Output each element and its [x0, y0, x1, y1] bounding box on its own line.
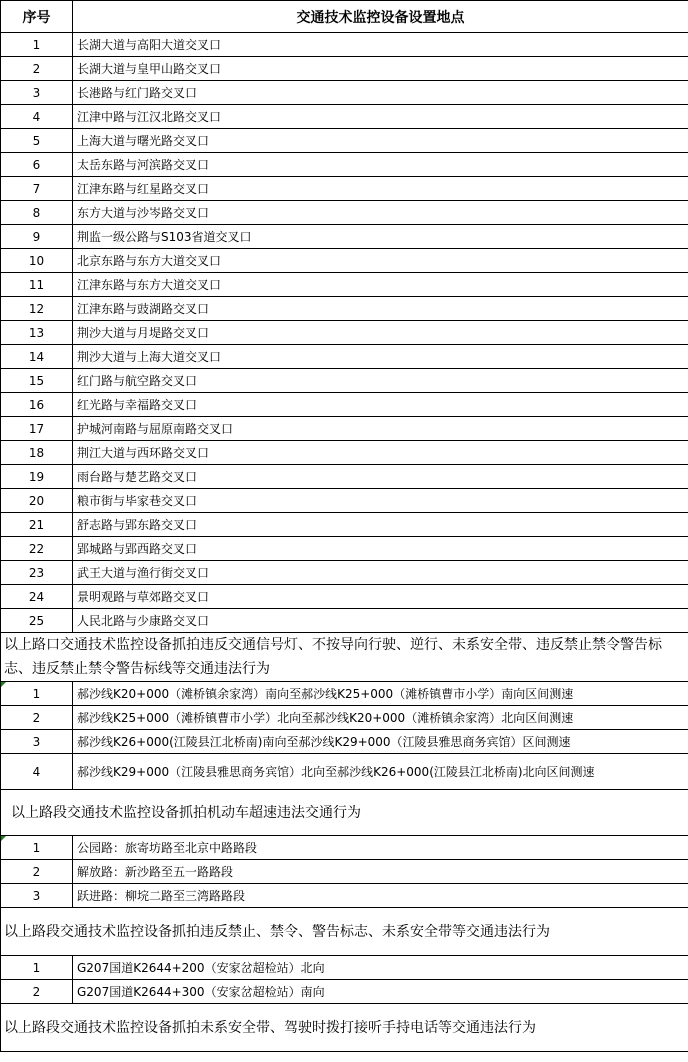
location-cell: 红光路与幸福路交叉口: [73, 393, 688, 417]
serial-number-cell: 3: [1, 884, 73, 908]
location-cell: 红门路与航空路交叉口: [73, 369, 688, 393]
table-row: [1, 706, 688, 730]
serial-number-cell: 2: [1, 980, 73, 1004]
table-row: [1, 465, 688, 489]
location-cell: 江津中路与江汉北路交叉口: [73, 105, 688, 129]
table-row: [1, 682, 688, 706]
location-cell: 荆监一级公路与S103省道交叉口: [73, 225, 688, 249]
location-cell: 江津东路与豉湖路交叉口: [73, 297, 688, 321]
serial-number-cell: 18: [1, 441, 73, 465]
table-row: [1, 297, 688, 321]
location-cell: 江津东路与东方大道交叉口: [73, 273, 688, 297]
serial-number-cell: 23: [1, 561, 73, 585]
section-note: 以上路段交通技术监控设备抓拍机动车超速违法交通行为: [1, 790, 688, 836]
serial-number-cell: 2: [1, 706, 73, 730]
table-row: [1, 537, 688, 561]
table-row: [1, 177, 688, 201]
table-row: [1, 369, 688, 393]
serial-number-cell: 11: [1, 273, 73, 297]
location-cell: 武王大道与渔行街交叉口: [73, 561, 688, 585]
location-cell: 荆江大道与西环路交叉口: [73, 441, 688, 465]
serial-number-cell: 22: [1, 537, 73, 561]
location-cell: 长湖大道与高阳大道交叉口: [73, 33, 688, 57]
serial-number-cell: 15: [1, 369, 73, 393]
serial-number-cell: 20: [1, 489, 73, 513]
serial-number-cell: 10: [1, 249, 73, 273]
section-speed-zones: [1, 682, 688, 836]
section-note-row: [1, 1004, 688, 1052]
serial-number-cell: 1: [1, 956, 73, 980]
table-row: [1, 249, 688, 273]
serial-number-cell: 19: [1, 465, 73, 489]
table-row: [1, 489, 688, 513]
header-serial-number: 序号: [1, 1, 73, 33]
location-cell: 郝沙线K26+000(江陵县江北桥南)南向至郝沙线K29+000（江陵县雅思商务宾馆）区间测速: [73, 730, 688, 754]
table-row: [1, 513, 688, 537]
serial-number-cell: 24: [1, 585, 73, 609]
table-row: [1, 57, 688, 81]
location-cell: G207国道K2644+200（安家岔超检站）北向: [73, 956, 688, 980]
section-note: 以上路段交通技术监控设备抓拍违反禁止、禁令、警告标志、未系安全带等交通违法行为: [1, 908, 688, 956]
serial-number-cell: 2: [1, 860, 73, 884]
table-row: [1, 225, 688, 249]
table-row: [1, 956, 688, 980]
location-cell: 上海大道与曙光路交叉口: [73, 129, 688, 153]
table-row: [1, 609, 688, 633]
table-row: [1, 393, 688, 417]
section-note: 以上路段交通技术监控设备抓拍未系安全带、驾驶时拨打接听手持电话等交通违法行为: [1, 1004, 688, 1052]
table-row: [1, 561, 688, 585]
location-cell: 景明观路与草郊路交叉口: [73, 585, 688, 609]
location-cell: 北京东路与东方大道交叉口: [73, 249, 688, 273]
table-row: [1, 585, 688, 609]
table-row: [1, 33, 688, 57]
serial-number-cell: 9: [1, 225, 73, 249]
section-intersections: [1, 33, 688, 682]
serial-number-cell: 1: [1, 33, 73, 57]
location-cell: 郝沙线K20+000（滩桥镇余家湾）南向至郝沙线K25+000（滩桥镇曹市小学）南向区间测速: [73, 682, 688, 706]
section-note-row: [1, 790, 688, 836]
serial-number-cell: 13: [1, 321, 73, 345]
section-seatbelt-phone: [1, 956, 688, 1052]
location-cell: 跃进路：柳垸二路至三湾路路段: [73, 884, 688, 908]
location-cell: 郢城路与郢西路交叉口: [73, 537, 688, 561]
location-cell: 粮市街与毕家巷交叉口: [73, 489, 688, 513]
serial-number-cell: 2: [1, 57, 73, 81]
table-row: [1, 860, 688, 884]
serial-number-cell: 17: [1, 417, 73, 441]
table-row: [1, 345, 688, 369]
serial-number-cell: 1: [1, 682, 73, 706]
table-row: [1, 417, 688, 441]
location-cell: 长港路与红门路交叉口: [73, 81, 688, 105]
table-row: [1, 836, 688, 860]
table-row: [1, 81, 688, 105]
location-cell: G207国道K2644+300（安家岔超检站）南向: [73, 980, 688, 1004]
location-cell: 人民北路与少康路交叉口: [73, 609, 688, 633]
serial-number-cell: 14: [1, 345, 73, 369]
table-header-row: [1, 1, 688, 33]
location-cell: 雨台路与楚艺路交叉口: [73, 465, 688, 489]
serial-number-cell: 16: [1, 393, 73, 417]
location-cell: 太岳东路与河滨路交叉口: [73, 153, 688, 177]
section-note-row: [1, 633, 688, 682]
table-row: [1, 153, 688, 177]
location-cell: 荆沙大道与上海大道交叉口: [73, 345, 688, 369]
location-cell: 郝沙线K25+000（滩桥镇曹市小学）北向至郝沙线K20+000（滩桥镇余家湾）北向区间测速: [73, 706, 688, 730]
serial-number-cell: 8: [1, 201, 73, 225]
location-cell: 舒志路与郢东路交叉口: [73, 513, 688, 537]
table-row: [1, 321, 688, 345]
section-sign-violations: [1, 836, 688, 956]
location-cell: 长湖大道与皇甲山路交叉口: [73, 57, 688, 81]
location-cell: 解放路：新沙路至五一路路段: [73, 860, 688, 884]
serial-number-cell: 1: [1, 836, 73, 860]
table-row: [1, 201, 688, 225]
table-row: [1, 441, 688, 465]
location-cell: 护城河南路与屈原南路交叉口: [73, 417, 688, 441]
serial-number-cell: 4: [1, 754, 73, 790]
location-cell: 荆沙大道与月堤路交叉口: [73, 321, 688, 345]
serial-number-cell: 3: [1, 730, 73, 754]
serial-number-cell: 3: [1, 81, 73, 105]
table-row: [1, 105, 688, 129]
serial-number-cell: 12: [1, 297, 73, 321]
serial-number-cell: 5: [1, 129, 73, 153]
table-row: [1, 273, 688, 297]
section-note-row: [1, 908, 688, 956]
table-row: [1, 129, 688, 153]
header-location: 交通技术监控设备设置地点: [73, 1, 688, 33]
location-cell: 东方大道与沙岑路交叉口: [73, 201, 688, 225]
table-row: [1, 730, 688, 754]
table-row: [1, 980, 688, 1004]
location-cell: 公园路：旅寄坊路至北京中路路段: [73, 836, 688, 860]
serial-number-cell: 7: [1, 177, 73, 201]
serial-number-cell: 4: [1, 105, 73, 129]
location-cell: 江津东路与红星路交叉口: [73, 177, 688, 201]
serial-number-cell: 25: [1, 609, 73, 633]
table-row: [1, 884, 688, 908]
serial-number-cell: 21: [1, 513, 73, 537]
serial-number-cell: 6: [1, 153, 73, 177]
table-row: [1, 754, 688, 790]
location-cell: 郝沙线K29+000（江陵县雅思商务宾馆）北向至郝沙线K26+000(江陵县江北桥南)北向区间测速: [73, 754, 688, 790]
section-note: 以上路口交通技术监控设备抓拍违反交通信号灯、不按导向行驶、逆行、未系安全带、违反禁止禁令警告标志、违反禁止禁令警告标线等交通违法行为: [1, 633, 688, 682]
